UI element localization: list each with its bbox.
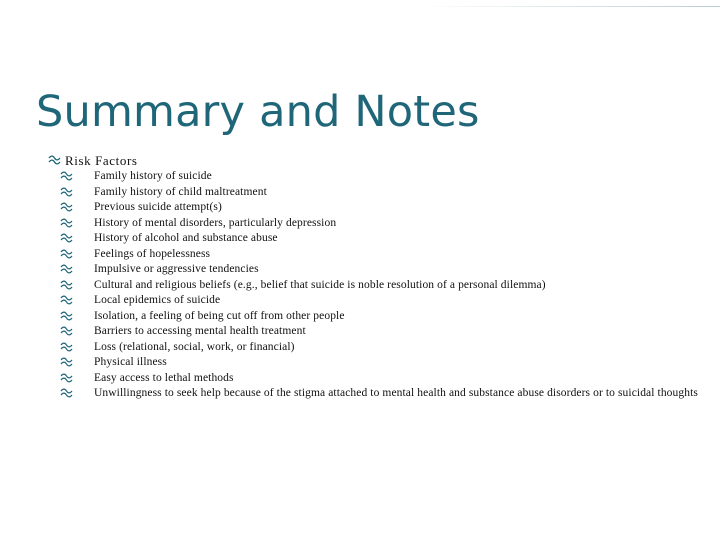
risk-factor-item [60, 185, 708, 201]
risk-factor-text: Physical illness [94, 356, 167, 368]
wavy-bullet-icon [60, 325, 75, 339]
risk-factor-text: Cultural and religious beliefs (e.g., belief that suicide is noble resolution of a personal dilemma) [94, 278, 546, 291]
risk-factor-text: Isolation, a feeling of being cut off from other people [94, 309, 345, 322]
wavy-bullet-icon [60, 341, 75, 355]
wavy-bullet-icon [60, 356, 75, 370]
wavy-bullet-icon [60, 372, 75, 386]
wavy-bullet-icon [60, 232, 75, 246]
risk-factor-item [60, 200, 708, 216]
risk-factor-item [60, 355, 708, 371]
wavy-bullet-icon [60, 263, 75, 277]
wavy-bullet-icon [60, 294, 75, 308]
risk-factors-heading-item [48, 153, 708, 169]
wavy-bullet-icon [60, 310, 75, 324]
risk-factor-item [60, 324, 708, 340]
risk-factor-text: Easy access to lethal methods [94, 371, 234, 384]
risk-factor-item [60, 340, 708, 356]
risk-factor-item [60, 371, 708, 387]
risk-factor-item [60, 309, 708, 325]
risk-factor-text: Impulsive or aggressive tendencies [94, 263, 259, 275]
risk-factor-text: Feelings of hopelessness [94, 247, 211, 260]
risk-factor-item [60, 262, 708, 278]
risk-factor-item [60, 293, 708, 309]
risk-factor-item [60, 169, 708, 185]
risk-factor-text: Barriers to accessing mental health treatment [94, 325, 306, 337]
risk-factor-text: Previous suicide attempt(s) [94, 201, 222, 213]
wavy-bullet-icon [60, 387, 75, 401]
risk-factor-text: Family history of suicide [94, 170, 212, 182]
risk-factor-text: History of alcohol and substance abuse [94, 232, 278, 244]
decorative-corner-line [420, 6, 720, 7]
wavy-bullet-icon [60, 217, 75, 231]
wavy-bullet-icon [48, 154, 63, 168]
wavy-bullet-icon [60, 170, 75, 184]
risk-factor-item [60, 386, 708, 402]
risk-factor-text: Loss (relational, social, work, or financial) [94, 340, 295, 353]
risk-factor-text: Unwillingness to seek help because of the stigma attached to mental health and substance abuse disorders or to suicidal thoughts [94, 387, 698, 399]
slide-title: Summary and Notes [36, 87, 480, 137]
risk-factor-item [60, 216, 708, 232]
wavy-bullet-icon [60, 248, 75, 262]
risk-factor-text: Family history of child maltreatment [94, 185, 267, 198]
risk-factor-text: History of mental disorders, particularly depression [94, 216, 337, 229]
risk-factor-text: Local epidemics of suicide [94, 294, 221, 306]
risk-factor-list [60, 169, 708, 402]
wavy-bullet-icon [60, 201, 75, 215]
wavy-bullet-icon [60, 186, 75, 200]
risk-factor-item [60, 247, 708, 263]
risk-factors-heading: Risk Factors [65, 153, 138, 168]
slide-content [48, 153, 708, 402]
wavy-bullet-icon [60, 279, 75, 293]
risk-factor-item [60, 278, 708, 294]
risk-factor-item [60, 231, 708, 247]
